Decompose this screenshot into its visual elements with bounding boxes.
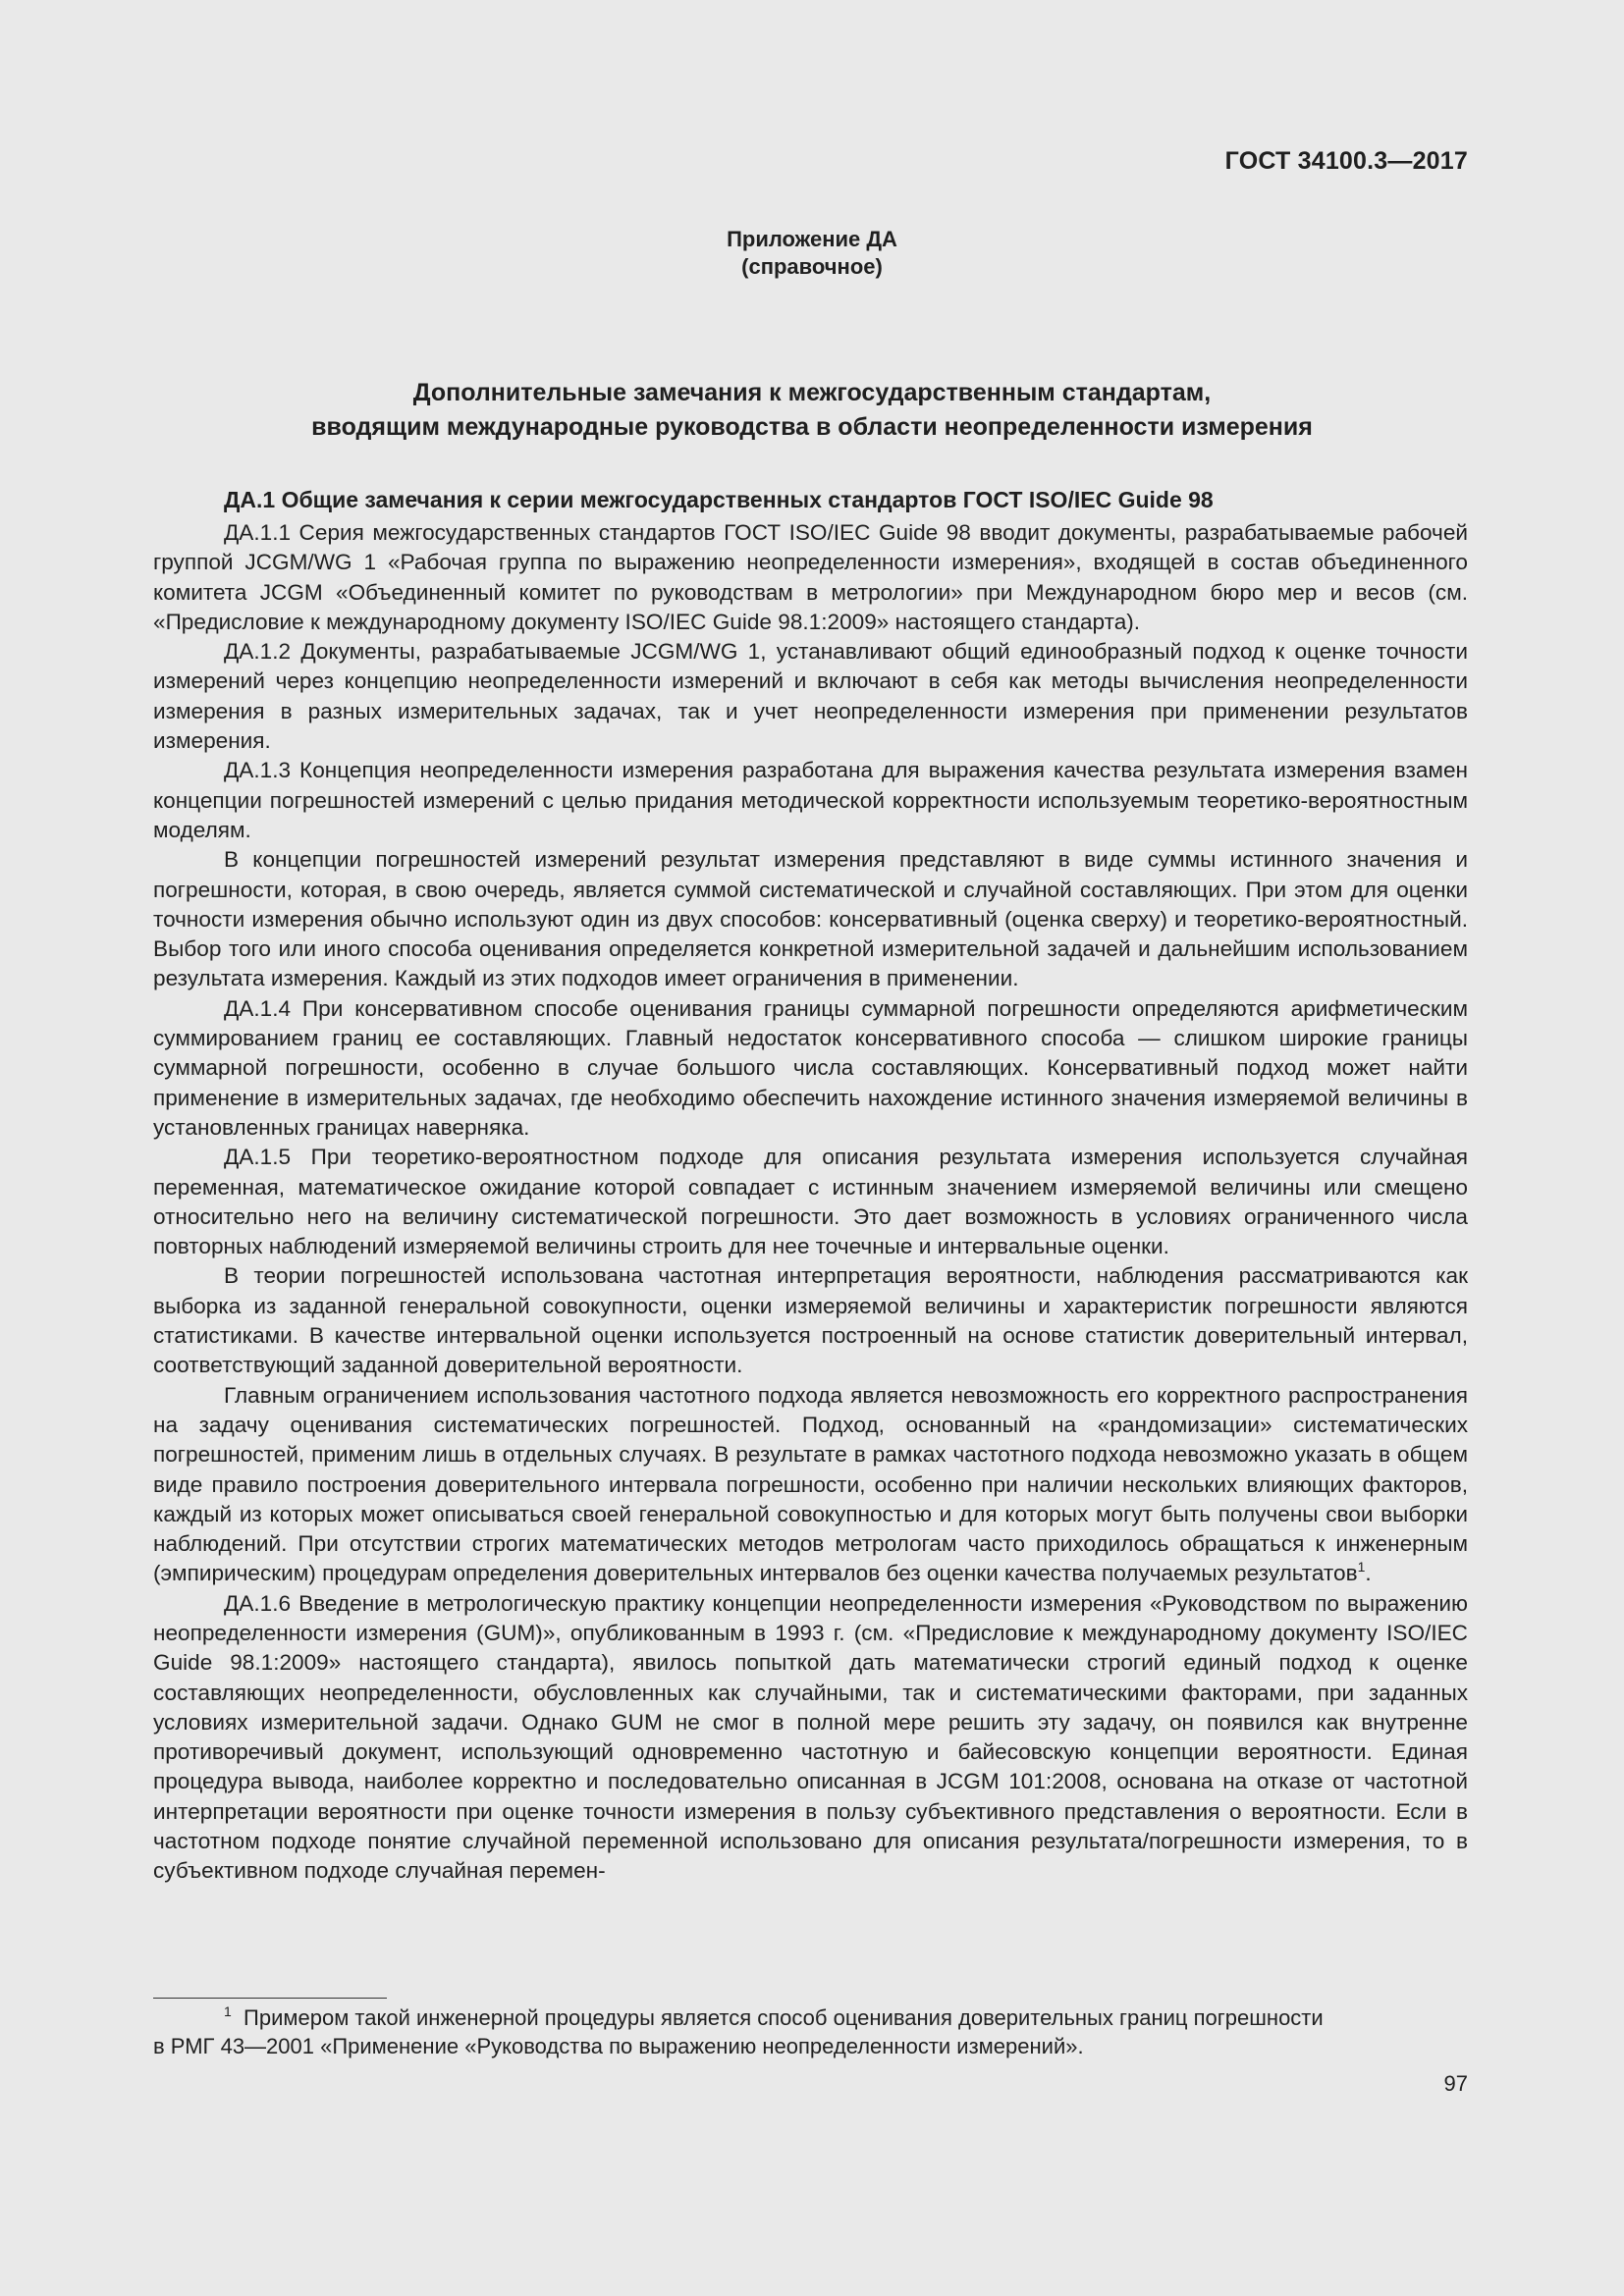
paragraph-da-1-4: ДА.1.4 При консервативном способе оценивания границы суммарной погрешности определяются арифметическим суммированием границ ее составляющих. Главный недостаток консервативного способа — слишком широкие границы суммарной погрешности, особенно в случае большого числа составляющих. Консервативный подход может найти применение в измерительных задачах, где необходимо обеспечить нахождение истинного значения измеряемой величины в установленных границах наверняка. [153,995,1468,1140]
footnote [153,2003,1468,2060]
footnote-divider [153,1998,387,1999]
footnote-reference[interactable]: 1 [1357,1559,1366,1575]
appendix-label: Приложение ДА [727,227,897,251]
paragraph-da-1-5: ДА.1.5 При теоретико-вероятностном подходе для описания результата измерения используется случайная переменная, математическое ожидание которой совпадает с истинным значением измеряемой величины или смещено относительно него на величину систематической погрешности. Это дает возможность в условиях ограниченного числа повторных наблюдений измеряемой величины строить для нее точечные и интервальные оценки. [153,1145,1468,1259]
title-line-1: Дополнительные замечания к межгосударственным стандартам, [412,379,1212,406]
appendix-heading [0,226,1624,281]
paragraph-text: Главным ограничением использования частотного подхода является невозможность его корректного распространения на задачу оценивания систематических погрешностей. Подход, основанный на «рандомизации» систематических погрешностей, применим лишь в отдельных случаях. В результате в рамках частотного подхода невозможно указать в общем виде правило построения доверительного интервала погрешности, особенно при наличии нескольких влияющих факторов, каждый из которых может описываться своей генеральной совокупностью и для которых могут быть получены свои выборки наблюдений. При отсутствии строгих математических методов метрологам часто приходилось обращаться к инженерным (эмпирическим) процедурам определения доверительных интервалов без оценки качества получаемых результатов [153,1382,1468,1586]
paragraph: В концепции погрешностей измерений результат измерения представляют в виде суммы истинного значения и погрешности, которая, в свою очередь, является суммой систематической и случайной составляющих. При этом для оценки точности измерения обычно используют один из двух способов: консервативный (оценка сверху) и теоретико-вероятностный. Выбор того или иного способа оценивания определяется конкретной измерительной задачей и дальнейшим использованием результата измерения. Каждый из этих подходов имеет ограничения в применении. [153,847,1468,991]
paragraph-da-1-3: ДА.1.3 Концепция неопределенности измерения разработана для выражения качества результата измерения взамен концепции погрешностей измерений с целью придания методической корректности используемым теоретико-вероятностным моделям. [153,758,1468,842]
footnote-line-1 [153,2003,1468,2032]
paragraph-end: . [1365,1561,1372,1586]
paragraph-da-1-2: ДА.1.2 Документы, разрабатываемые JCGM/WG 1, устанавливают общий единообразный подход к оценке точности измерений через концепцию неопределенности измерений и включают в себя как методы вычисления неопределенности измерения в разных измерительных задачах, так и учет неопределенности измерения при применении результатов измерения. [153,639,1468,754]
body-text [153,484,1468,1887]
footnote-text-1: Примером такой инженерной процедуры является способ оценивания доверительных границ погрешности [244,2005,1324,2030]
page-number: 97 [1443,2071,1468,2096]
paragraph-da-1-6: ДА.1.6 Введение в метрологическую практику концепции неопределенности измерения «Руководством по выражению неопределенности измерения (GUM)», опубликованным в 1993 г. (см. «Предисловие к международному документу ISO/IEC Guide 98.1:2009» настоящего стандарта), явилось попыткой дать математически строгий единый подход к оценке составляющих неопределенности, обусловленных как случайными, так и систематическими факторами, при заданных условиях измерительной задачи. Однако GUM не смог в полной мере решить эту задачу, он появился как внутренне противоречивый документ, использующий одновременно частотную и байесовскую концепции вероятности. Единая процедура вывода, наиболее корректно и последовательно описанная в JCGM 101:2008, основана на отказе от частотной интерпретации вероятности при оценке точности измерения в пользу субъективного представления о вероятности. Если в частотном подходе понятие случайной переменной использовано для описания результата/погрешности измерения, то в субъективном подходе случайная перемен- [153,1590,1468,1884]
appendix-type: (справочное) [741,254,883,279]
footnote-marker: 1 [224,2003,232,2019]
paragraph: В теории погрешностей использована частотная интерпретация вероятности, наблюдения рассматриваются как выборка из заданной генеральной совокупности, оценки измеряемой величины и характеристик погрешности являются статистиками. В качестве интервальной оценки используется построенный на основе статистик доверительный интервал, соответствующий заданной доверительной вероятности. [153,1263,1468,1378]
appendix-title [0,376,1624,445]
section-heading: ДА.1 Общие замечания к серии межгосударственных стандартов ГОСТ ISO/IEC Guide 98 [224,487,1214,512]
title-line-2: вводящим международные руководства в области неопределенности измерения [311,413,1313,441]
footnote-line-2: в РМГ 43—2001 «Применение «Руководства по выражению неопределенности измерений». [153,2034,1084,2058]
paragraph-with-footnote [153,1381,1468,1589]
paragraph-da-1-1: ДА.1.1 Серия межгосударственных стандартов ГОСТ ISO/IEC Guide 98 вводит документы, разрабатываемые рабочей группой JCGM/WG 1 «Рабочая группа по выражению неопределенности измерения», входящей в состав объединенного комитета JCGM «Объединенный комитет по руководствам в метрологии» при Международном бюро мер и весов (см. «Предисловие к международному документу ISO/IEC Guide 98.1:2009» настоящего стандарта). [153,520,1468,634]
standard-number: ГОСТ 34100.3—2017 [1224,147,1468,175]
